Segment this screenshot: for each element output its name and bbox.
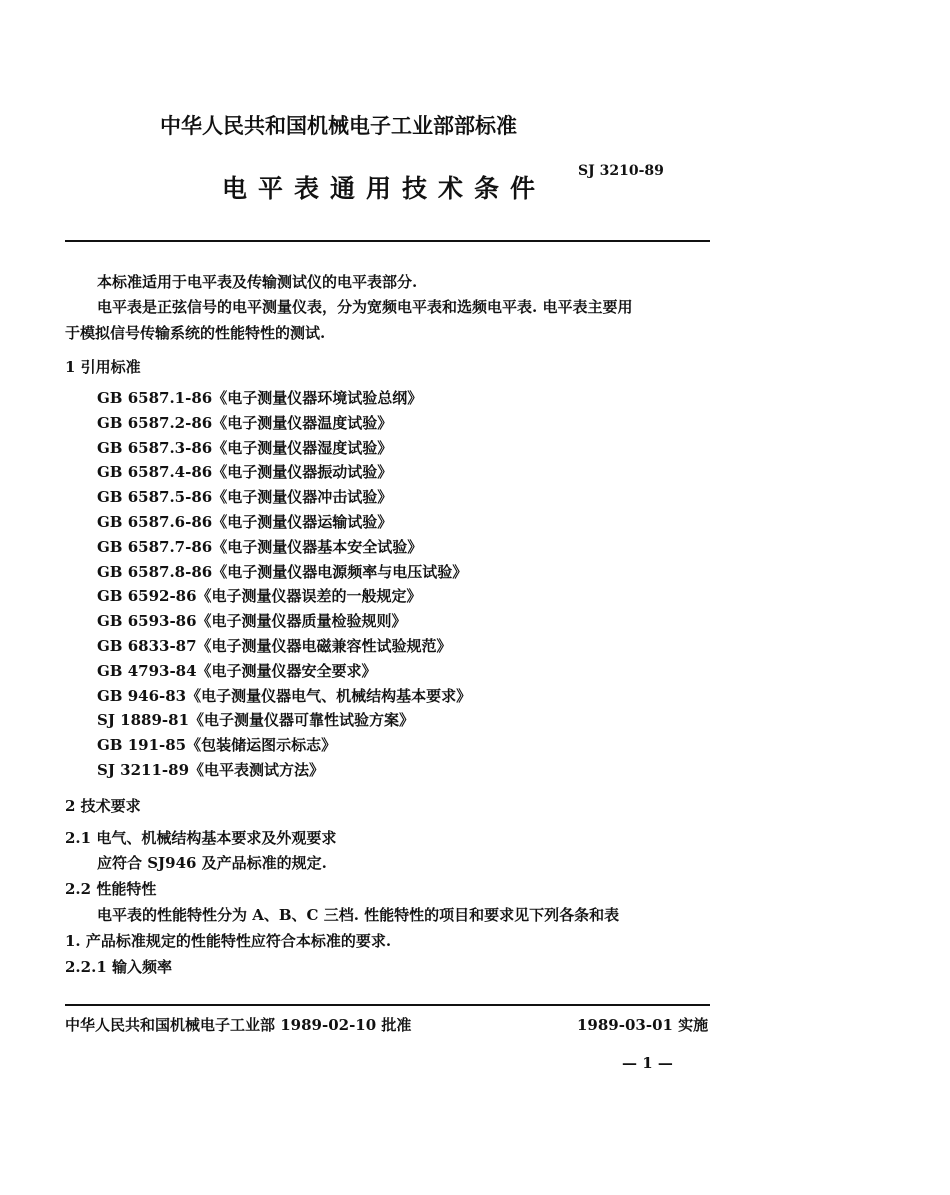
effective-date: 1989-03-01 实施 [577, 1016, 709, 1034]
reference-item: GB 191-85《包装储运图示标志》 [97, 736, 337, 755]
reference-item: GB 6593-86《电子测量仪器质量检验规则》 [97, 612, 407, 631]
reference-item: GB 6587.5-86《电子测量仪器冲击试验》 [97, 488, 393, 507]
reference-item: SJ 1889-81《电子测量仪器可靠性试验方案》 [97, 711, 415, 730]
reference-item: SJ 3211-89《电平表测试方法》 [97, 761, 325, 779]
reference-item: GB 6587.7-86《电子测量仪器基本安全试验》 [97, 537, 423, 556]
issuing-org: 中华人民共和国机械电子工业部部标准 [160, 113, 517, 138]
reference-item: GB 6587.2-86《电子测量仪器温度试验》 [97, 413, 393, 432]
subsection-heading: 2.2.1 输入频率 [65, 958, 172, 976]
intro-paragraph: 本标准适用于电平表及传输测试仪的电平表部分. [97, 273, 418, 291]
paragraph: 应符合 SJ946 及产品标准的规定. [97, 854, 327, 872]
paragraph: 电平表的性能特性分为 A、B、C 三档. 性能特性的项目和要求见下列各条和表 [97, 906, 620, 924]
reference-item: GB 4793-84《电子测量仪器安全要求》 [97, 661, 377, 680]
document-title: 电平表通用技术条件 [222, 174, 547, 203]
subsection-heading: 2.1 电气、机械结构基本要求及外观要求 [65, 829, 337, 847]
paragraph: 1. 产品标准规定的性能特性应符合本标准的要求. [65, 932, 392, 950]
reference-item: GB 6587.1-86《电子测量仪器环境试验总纲》 [97, 389, 423, 407]
subsection-heading: 2.2 性能特性 [65, 880, 157, 898]
approval-note: 中华人民共和国机械电子工业部 1989-02-10 批准 [65, 1016, 412, 1034]
section-heading: 2 技术要求 [65, 797, 141, 815]
reference-item: GB 946-83《电子测量仪器电气、机械结构基本要求》 [97, 686, 472, 705]
reference-item: GB 6587.8-86《电子测量仪器电源频率与电压试验》 [97, 562, 468, 581]
standard-code: SJ 3210-89 [578, 163, 664, 179]
reference-item: GB 6833-87《电子测量仪器电磁兼容性试验规范》 [97, 637, 452, 655]
reference-item: GB 6587.3-86《电子测量仪器湿度试验》 [97, 438, 393, 457]
intro-paragraph: 电平表是正弦信号的电平测量仪表，分为宽频电平表和选频电平表. 电平表主要用 [97, 298, 633, 316]
section-heading: 1 引用标准 [65, 358, 141, 376]
reference-item: GB 6587.4-86《电子测量仪器振动试验》 [97, 463, 393, 482]
footer-rule [65, 1004, 710, 1006]
reference-item: GB 6592-86《电子测量仪器误差的一般规定》 [97, 587, 422, 606]
header-rule [65, 240, 710, 242]
intro-paragraph: 于模拟信号传输系统的性能特性的测试. [65, 324, 326, 342]
reference-item: GB 6587.6-86《电子测量仪器运输试验》 [97, 513, 393, 531]
page-number: — 1 — [622, 1054, 673, 1072]
